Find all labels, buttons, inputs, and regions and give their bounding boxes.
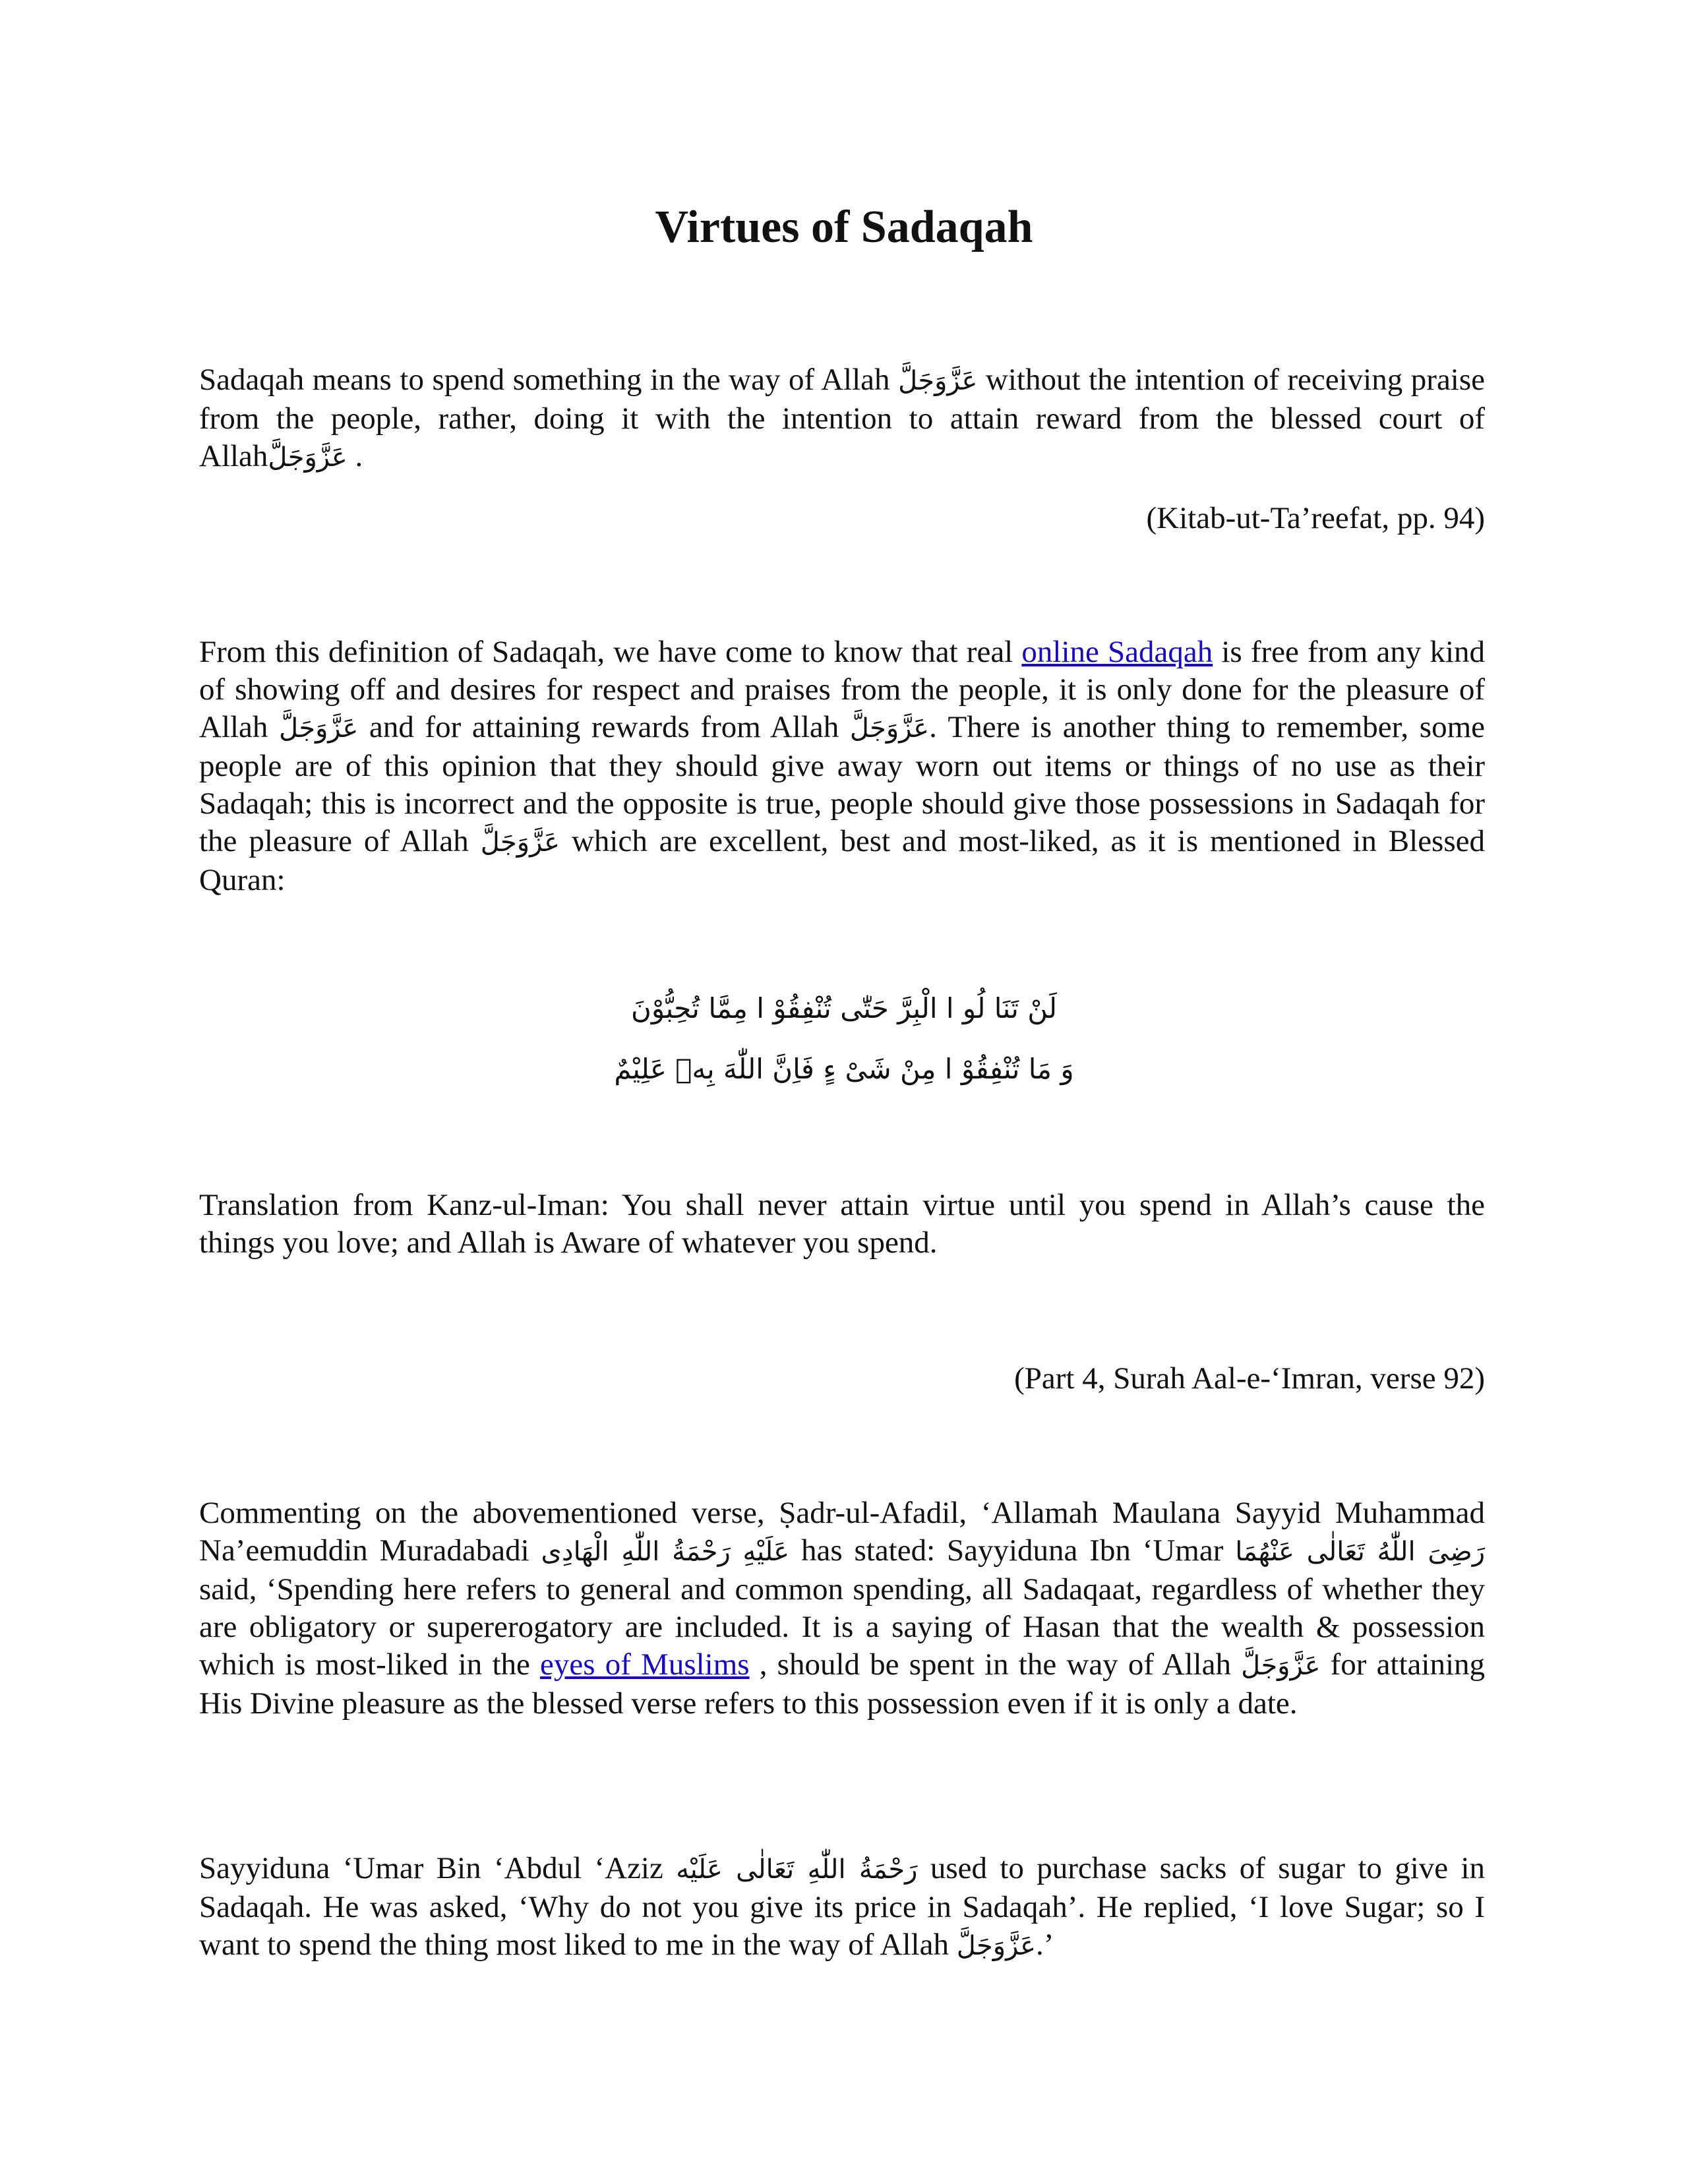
text: and for attaining rewards from Allah: [369, 710, 839, 744]
text: Commenting on the abovementioned verse, Ṣadr-ul-Afadil, ‘Allamah Maulana Sayyid Muhammad Na’eemuddin Muradabadi: [199, 1496, 1485, 1568]
text: . There is another thing to remember, some people are of this opinion that they should give away worn out items or things of no use as their Sadaqah; this is incorrect and the opposite is true, people should give those possessions in Sadaqah for the pleasure of Allah: [199, 710, 1486, 858]
text: has stated: Sayyiduna Ibn ‘Umar: [801, 1533, 1224, 1568]
text: which are excellent, best and most-liked, as it is mentioned in Blessed Quran:: [199, 824, 1485, 897]
paragraph-definition: [199, 361, 1485, 477]
quran-verse-line-1: لَنْ تَنَا لُو ا الْبِرَّ حَتّٰى تُنْفِقُوْ ا مِمَّا تُحِبُّوْنَ: [630, 992, 1058, 1024]
page-title: Virtues of Sadaqah: [655, 202, 1033, 252]
quran-verse-line-2: وَ مَا تُنْفِقُوْ ا مِنْ شَىْ ءٍ فَاِنَّ اللّٰهَ بِهٖ عَلِيْمٌ: [614, 1053, 1074, 1085]
text: From this definition of Sadaqah, we have come to know that real: [199, 635, 1013, 669]
honorific-arabic: عَزَّوَجَلَّ: [279, 713, 359, 744]
text: is free from any kind of showing off and desires for respect and praises from the people, it is only done for the pleasure of Allah: [199, 635, 1486, 744]
online-sadaqah-link[interactable]: online Sadaqah: [1021, 635, 1213, 669]
text: for attaining His Divine pleasure as the blessed verse refers to this possession even if it is only a date.: [199, 1647, 1486, 1721]
text: used to purchase sacks of sugar to give in Sadaqah. He was asked, ‘Why do not you give its price in Sadaqah’. He replied, ‘I love Sugar; so I want to spend the thing most liked to me in the way of Allah: [199, 1851, 1486, 1962]
honorific-arabic: عَزَّوَجَلَّ: [268, 442, 347, 473]
paragraph-commentary: [199, 1494, 1485, 1723]
text: said, ‘Spending here refers to general and common spending, all Sadaqaat, regardless of whether they are obligatory or supererogatory are included. It is a saying of Hasan that the wealth & possession which is most-liked in the: [199, 1572, 1485, 1682]
citation-kitab: (Kitab-ut-Ta’reefat, pp. 94): [1146, 501, 1485, 535]
honorific-arabic: عَزَّوَجَلَّ: [898, 366, 978, 396]
citation-surah: (Part 4, Surah Aal-e-‘Imran, verse 92): [1014, 1361, 1485, 1396]
paragraph-explanation: [199, 634, 1485, 899]
eyes-of-muslims-link[interactable]: eyes of Muslims: [540, 1647, 750, 1682]
text: , should be spent in the way of Allah: [759, 1647, 1231, 1682]
text: .: [355, 439, 363, 473]
honorific-arabic: عَلَيْهِ رَحْمَةُ اللّٰهِ الْهَادِى: [541, 1537, 790, 1567]
honorific-arabic: عَزَّوَجَلَّ: [956, 1931, 1037, 1961]
paragraph-umar-sugar: [199, 1850, 1485, 1965]
text: without the intention of receiving praise from the people, rather, doing it with the intention to attain reward from the blessed court of Allah: [199, 363, 1486, 473]
text: .’: [1036, 1928, 1054, 1962]
honorific-arabic: رَحْمَةُ اللّٰهِ تَعَالٰى عَلَيْه: [676, 1854, 918, 1885]
honorific-arabic: عَزَّوَجَلَّ: [849, 713, 930, 744]
text: Sayyiduna ‘Umar Bin ‘Abdul ‘Aziz: [199, 1851, 663, 1885]
honorific-arabic: رَضِىَ اللّٰهُ تَعَالٰى عَنْهُمَا: [1235, 1537, 1486, 1567]
paragraph-translation: Translation from Kanz-ul-Iman: You shall never attain virtue until you spend in Allah’s cause the things you love; and Allah is Aware of whatever you spend.: [199, 1188, 1485, 1260]
honorific-arabic: عَزَّوَجَلَّ: [1241, 1651, 1321, 1681]
text: Sadaqah means to spend something in the way of Allah: [199, 363, 890, 397]
honorific-arabic: عَزَّوَجَلَّ: [480, 827, 560, 858]
